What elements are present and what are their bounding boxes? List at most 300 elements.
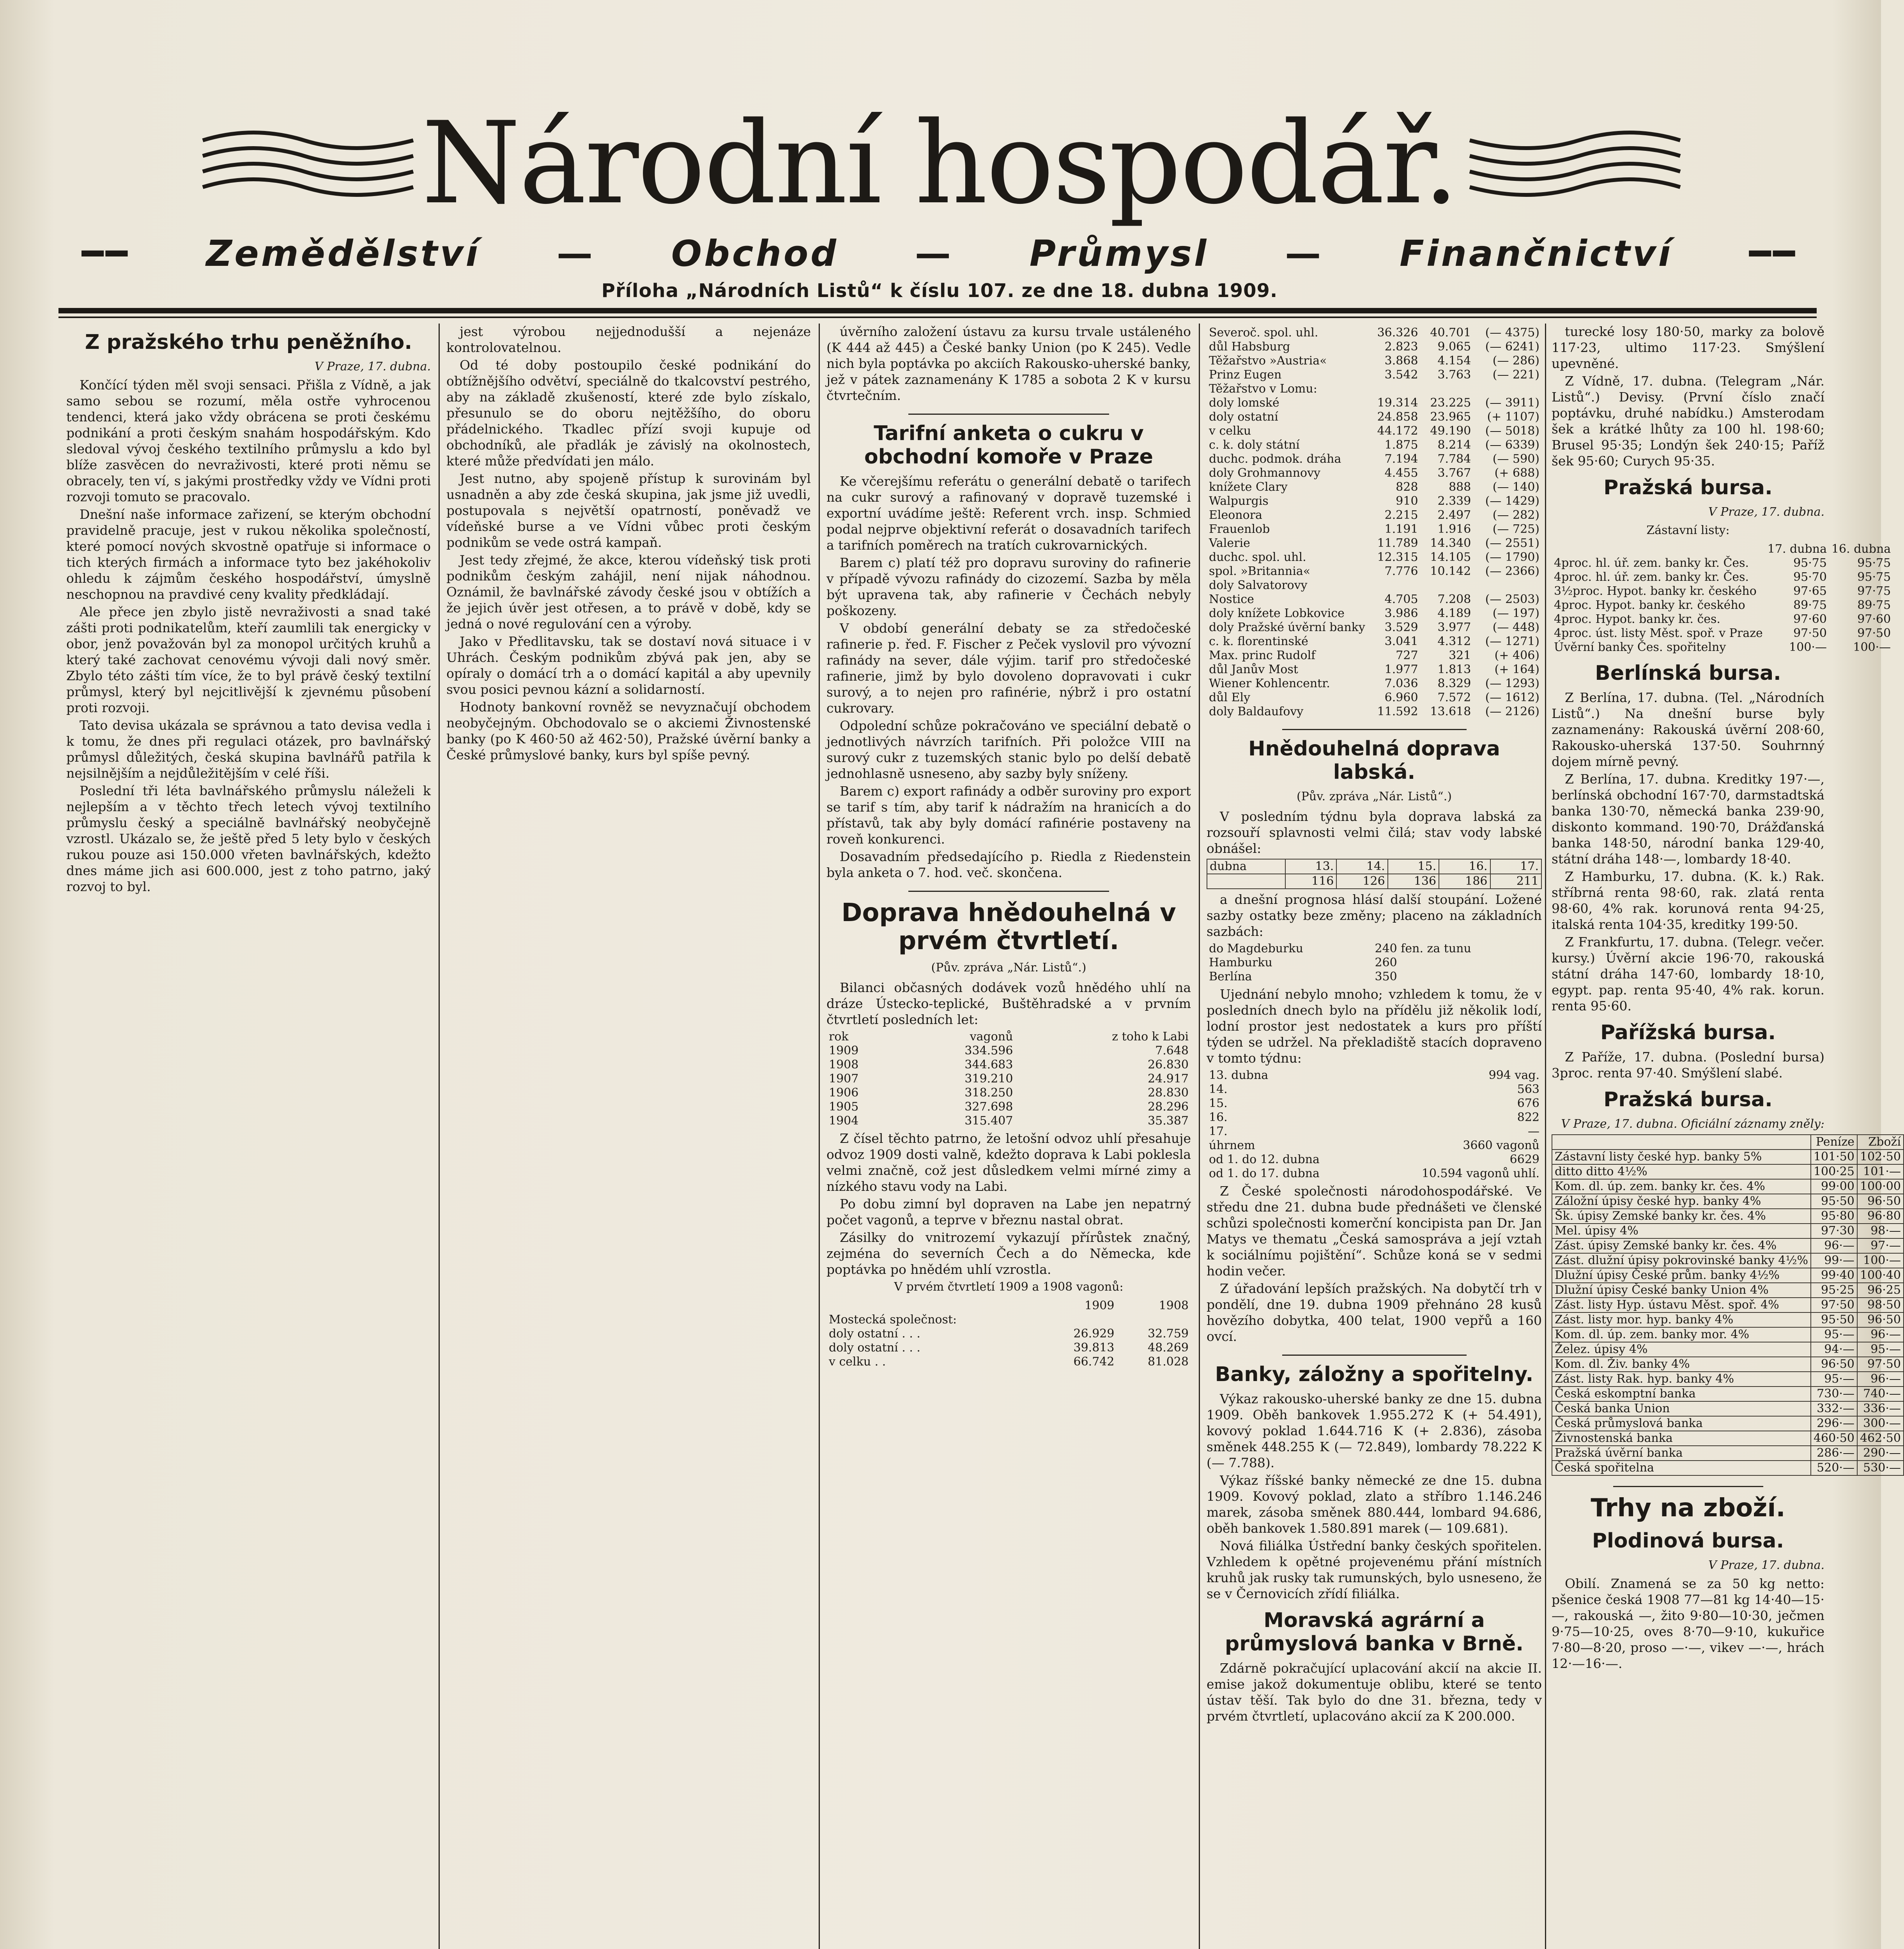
table-row — [1207, 326, 1542, 340]
row-label: Walpurgis — [1209, 494, 1269, 508]
paragraph: Bilanci občasných dodávek vozů hnědého uhlí na dráze Ústecko-teplické, Buštěhradské a v prvním čtvrtletí posledních let: — [826, 980, 1191, 1027]
table-row — [1552, 584, 1893, 598]
source-note: (Pův. zpráva „Nár. Listů“.) — [1297, 790, 1452, 803]
column-2 — [446, 324, 811, 1949]
table-row — [1207, 1139, 1542, 1153]
row-value: 98·50 — [1857, 1298, 1904, 1312]
row-value: 296·— — [1811, 1416, 1857, 1431]
table-row — [1207, 1167, 1542, 1181]
row-value: 3.986 — [1384, 607, 1418, 620]
row-value — [1421, 382, 1474, 396]
table-row — [1207, 677, 1542, 691]
row-label: Úvěrní banky Čes. spořitelny — [1554, 640, 1726, 654]
row-value: 95·50 — [1811, 1312, 1857, 1327]
paragraph: Jako v Předlitavsku, tak se dostaví nová situace i v Uhrách. Českým podnikům zbývá pak jen, aby se opíraly o domácí trh a o domácí kapitál a aby upevnily svou posici pevnou kázní a solidarností. — [446, 634, 811, 697]
article-heading: Hnědouhelná doprava labská. — [1248, 737, 1500, 784]
mortgage-rates-table — [1552, 542, 1893, 654]
table-row: Berlína 350 — [1209, 970, 1397, 983]
row-value: 1.191 — [1384, 522, 1418, 536]
row-label: úhrnem — [1209, 1139, 1255, 1152]
row-label: c. k. doly státní — [1209, 438, 1300, 452]
table-row: Mostecká společnost: — [829, 1313, 957, 1326]
paragraph: Výkaz rakousko-uherské banky ze dne 15. dubna 1909. Oběh bankovek 1.955.272 K (+ 54.491), kovový poklad 1.644.716 K (+ 2.836), zásoba směnek 448.255 K (— 72.849), lombardy 78.222 K (— 7.788). — [1207, 1391, 1542, 1470]
row-value: (— 1790) — [1485, 550, 1539, 564]
row-value: 99·40 — [1811, 1268, 1857, 1283]
table-row — [1207, 438, 1542, 452]
table-row: 1904 315.407 35.387 — [829, 1114, 1189, 1128]
table-row — [1207, 480, 1542, 494]
row-label: od 1. do 12. dubna — [1209, 1153, 1320, 1166]
row-label: Těžařstvo »Austria« — [1209, 354, 1327, 368]
paragraph: Z České společnosti národohospodářské. Ve středu dne 21. dubna bude přednášeti ve členské schůzi společnosti komerční koncipista pan Dr. Jan Matys ve thematu „Česká samospráva a její vztah k sociálnímu pojištění“. Schůze koná se v sedmi hodin večer. — [1207, 1183, 1542, 1279]
row-value: (— 448) — [1492, 621, 1539, 634]
article-heading: Plodinová bursa. — [1592, 1529, 1784, 1553]
row-value — [1368, 578, 1421, 592]
row-value: 100·— — [1789, 640, 1827, 654]
table-row — [1207, 354, 1542, 368]
paragraph: Ujednání nebylo mnoho; vzhledem k tomu, že v posledních dnech bylo na přídělu již několik lodí, lodní prostor jest nedostatek a kurs pro příští týden se udržel. Na překladiště stacích dopraveno v tomto týdnu: — [1207, 987, 1542, 1066]
row-value: (— 725) — [1492, 522, 1539, 536]
mostecka-table — [826, 1299, 1191, 1369]
paragraph: Jest nutno, aby spojeně přístup k surovinám byl usnadněn a aby zde česká skupina, jak jsme již uvedli, postupovala s největší opatrností, poněvadž ve vídeňské burse a ve Vídni vůbec proti českým podnikům se vede ostrá kampaň. — [446, 471, 811, 550]
table-row — [1552, 556, 1893, 570]
row-value: (— 6241) — [1485, 340, 1539, 354]
table-row — [1207, 635, 1542, 649]
row-value: 11.789 — [1377, 536, 1418, 550]
row-label: Eleonora — [1209, 508, 1262, 522]
table-row — [1207, 621, 1542, 635]
row-value: 24.858 — [1377, 410, 1418, 424]
row-label: Kom. dl. Živ. banky 4% — [1552, 1357, 1811, 1372]
row-label: Česká eskomptní banka — [1552, 1387, 1811, 1401]
row-label: v celku — [1209, 424, 1251, 438]
row-value: 3.763 — [1437, 368, 1471, 382]
row-label: důl Janův Most — [1209, 663, 1298, 676]
row-label: 15. — [1209, 1097, 1228, 1110]
table-row — [1552, 1253, 1904, 1268]
row-value: 3.977 — [1437, 621, 1471, 634]
row-value: (— 3911) — [1485, 396, 1539, 410]
row-value: 96·50 — [1857, 1194, 1904, 1209]
table-row — [1207, 368, 1542, 382]
article-heading: Z pražského trhu peněžního. — [85, 331, 412, 354]
table-row: 1909 334.596 7.648 — [829, 1044, 1189, 1058]
row-label: doly ostatní — [1209, 410, 1278, 424]
row-value: 49.190 — [1430, 424, 1471, 438]
table-row — [1207, 1068, 1542, 1082]
column-divider — [1199, 324, 1200, 1949]
row-label: Severoč. spol. uhl. — [1209, 326, 1318, 340]
source-note: (Pův. zpráva „Nár. Listů“.) — [931, 961, 1086, 974]
prague-quotes-table — [1552, 1134, 1904, 1476]
table-row — [1207, 1082, 1542, 1097]
paragraph: Od té doby postoupilo české podnikání do obtížnějšího odvětví, speciálně do tkalcovství pestrého, aby na základě zkušeností, které zde bylo získalo, přesunulo se do oboru nejtěžšího, do oboru přádelnického. Tkadlec přízí svoji kupuje od obchodníků, ale přadlák je závislý na okolnostech, které může předvídati jen málo. — [446, 357, 811, 469]
column-5 — [1552, 324, 1901, 1949]
row-value: 97·30 — [1811, 1224, 1857, 1238]
table-row — [1552, 1179, 1904, 1194]
article-heading: Tarifní anketa o cukru v obchodní komoře v Praze — [864, 422, 1153, 469]
row-value: 822 — [1517, 1111, 1539, 1124]
row-label: 4proc. hl. úř. zem. banky kr. Čes. — [1554, 570, 1749, 584]
table-row: doly ostatní . . . 26.929 32.759 — [829, 1327, 1189, 1341]
row-value: 100·25 — [1811, 1164, 1857, 1179]
row-label: 17. — [1209, 1125, 1228, 1138]
row-label: 3½proc. Hypot. banky kr. českého — [1554, 584, 1757, 598]
row-value: 2.497 — [1437, 508, 1471, 522]
row-value: (— 221) — [1492, 368, 1539, 382]
table-row — [1207, 592, 1542, 607]
row-value — [1421, 578, 1474, 592]
row-label: Mel. úpisy 4% — [1552, 1224, 1811, 1238]
row-value: 563 — [1517, 1082, 1539, 1096]
row-value: (— 140) — [1492, 480, 1539, 494]
row-value: 8.329 — [1437, 677, 1471, 690]
paragraph: Z čísel těchto patrno, že letošní odvoz uhlí přesahuje odvoz 1909 dosti valně, kdežto doprava k Labi poklesla velmi značně, což jest důsledkem velmi mírné zimy a nízkého stavu vody na Labi. — [826, 1131, 1191, 1194]
paragraph: Poslední tři léta bavlnářského průmyslu náleželi k nejlepším a v těchto třech letech vývoj textilního průmyslu český a speciálně bavlnářský neobyčejně vzrostl. Ukázalo se, že ještě před 5 lety bylo v českých rukou pouze asi 150.000 vřeten bavlnářských, kdežto dnes máme jich asi 600.000, jest z toho patrno, jaký rozvoj to byl. — [66, 783, 431, 894]
row-value: 286·— — [1811, 1446, 1857, 1461]
table-row — [1552, 598, 1893, 612]
table-row — [1207, 424, 1542, 438]
table-row — [1552, 1224, 1904, 1238]
row-value: (— 2551) — [1485, 536, 1539, 550]
row-label: 13. dubna — [1209, 1068, 1269, 1082]
row-value: 1.916 — [1437, 522, 1471, 536]
row-label: Frauenlob — [1209, 522, 1270, 536]
row-value: 95·— — [1811, 1372, 1857, 1387]
paragraph: V posledním týdnu byla doprava labská za rozsouří splavnosti velmi čilá; stav vody labské obnášel: — [1207, 809, 1542, 856]
table-row — [1207, 649, 1542, 663]
row-value: 96·— — [1857, 1372, 1904, 1387]
column-divider — [439, 324, 440, 1949]
row-label: 4proc. Hypot. banky kr. českého — [1554, 598, 1745, 612]
table-row — [1552, 1461, 1904, 1475]
row-value: 10.594 vagonů uhlí. — [1421, 1167, 1539, 1180]
row-label: duchc. spol. uhl. — [1209, 550, 1306, 564]
row-value: 12.315 — [1377, 550, 1418, 564]
table-row — [1207, 1125, 1542, 1139]
row-value: 6.960 — [1384, 691, 1418, 704]
row-value: 97·— — [1857, 1238, 1904, 1253]
row-value: 96·— — [1811, 1238, 1857, 1253]
table-row — [1552, 1238, 1904, 1253]
table-row — [1207, 466, 1542, 480]
row-value: 36.326 — [1377, 326, 1418, 340]
table-row — [1552, 1209, 1904, 1224]
row-value: 730·— — [1811, 1387, 1857, 1401]
row-value: (+ 1107) — [1487, 410, 1539, 424]
row-label: Těžařstvo v Lomu: — [1209, 382, 1317, 396]
table-row: do Magdeburku 240 fen. za tunu — [1209, 942, 1471, 955]
row-value: 3.041 — [1384, 635, 1418, 648]
table-row — [1552, 640, 1893, 654]
masthead-rule-thin — [58, 317, 1817, 318]
paragraph: Ke včerejšímu referátu o generální debatě o tarifech na cukr surový a rafinovaný v dopravě tuzemské i exportní uvádíme ještě: Referent vrch. insp. Schmied podal nejprve objektivní referát o dosavadních tarifech a tarifních poměrech na tratích cukrovarnických. — [826, 474, 1191, 553]
row-value: — — [1528, 1125, 1539, 1138]
dateline: V Praze, 17. dubna. — [1708, 505, 1824, 519]
water-level-table — [1207, 859, 1542, 889]
row-label: 4proc. Hypot. banky kr. čes. — [1554, 612, 1720, 626]
article-heading: Moravská agrární a průmyslová banka v Brně. — [1225, 1609, 1524, 1655]
paragraph: Obilí. Znamená se za 50 kg netto: pšenice česká 1908 77—81 kg 14·40—15·—, rakouská —, žito 9·80—10·30, ječmen 9·75—10·25, oves 8·70—9·10, kukuřice 7·80—8·20, proso —·—, vikev —·—, hrách 12·—16·—. — [1552, 1576, 1824, 1671]
table-row: v celku . . 66.742 81.028 — [829, 1355, 1189, 1369]
ornament-right-icon — [1466, 125, 1684, 203]
row-label: Dlužní úpisy České prům. banky 4½% — [1552, 1268, 1811, 1283]
table-row: 1907 319.210 24.917 — [829, 1072, 1189, 1086]
row-value: (— 2366) — [1485, 564, 1539, 578]
paragraph: Barem c) platí též pro dopravu suroviny do rafinerie v případě vývozu rafinády do cizozemí. Sazba by měla být upravena tak, aby rafinerie v Čechách nebyly poškozeny. — [826, 555, 1191, 618]
table-row — [1207, 508, 1542, 522]
table-row — [1552, 1446, 1904, 1461]
paragraph: a dnešní prognosa hlásí další stoupání. Ložené sazby ostatky beze změny; placeno na základních sazbách: — [1207, 892, 1542, 939]
row-value: (— 197) — [1492, 607, 1539, 620]
row-value: 460·50 — [1811, 1431, 1857, 1446]
table-caption: Zástavní listy: — [1646, 524, 1730, 537]
row-label: Valerie — [1209, 536, 1250, 550]
row-value: 13.618 — [1430, 705, 1471, 718]
row-value: 2.339 — [1437, 494, 1471, 508]
paragraph: Zdárně pokračující uplacování akcií na akcie II. emise jakož dokumentuje oblibu, které se tento ústav těší. Tak bylo do dne 31. března, tedy v prvém čtvrtletí, uplacováno akcií za K 200.000. — [1207, 1661, 1542, 1724]
table-row — [1207, 691, 1542, 705]
row-value: 94·— — [1811, 1342, 1857, 1357]
row-label: důl Ely — [1209, 691, 1251, 704]
row-value: 321 — [1449, 649, 1471, 662]
row-label: Nostice — [1209, 592, 1254, 606]
row-value: 7.208 — [1437, 592, 1471, 606]
separator — [1613, 1486, 1763, 1487]
row-value: 3.529 — [1384, 621, 1418, 634]
row-value: 10.142 — [1430, 564, 1471, 578]
row-label: Kom. dl. úp. zem. banky kr. čes. 4% — [1552, 1179, 1811, 1194]
freight-rates-table — [1207, 942, 1542, 984]
row-value: 102·50 — [1857, 1150, 1904, 1164]
article-heading: Doprava hnědouhelná v prvém čtvrtletí. — [841, 898, 1176, 955]
paragraph: Z Vídně, 17. dubna. (Telegram „Nár. Listů“.) Devisy. (První číslo značí poptávku, druhé nabídku.) Amsterodam šek a krátké lhůty za 100 hl. 198·60; Brusel 95·35; Londýn šek 240·15; Paříž šek 95·60; Curych 95·35. — [1552, 373, 1824, 469]
row-label: Zástavní listy české hyp. banky 5% — [1552, 1150, 1811, 1164]
table-row — [1552, 1387, 1904, 1401]
row-value: 4.705 — [1384, 592, 1418, 606]
row-value: 89·75 — [1857, 598, 1891, 612]
row-value: (— 2126) — [1485, 705, 1539, 718]
row-value: 3.868 — [1384, 354, 1418, 368]
paragraph: Dnešní naše informace zařizení, se kterým obchodní pravidelně pracuje, jest v rukou několika společností, které pomocí nových skvostně opatřuje si informace o tich kterých firmách a informace tyto bez jakéhokoliv ohledu k zájmům českého hospodářství, úmyslně neschopnou na pravdivé ceny kvality předkládají. — [66, 507, 431, 602]
row-value: (— 2503) — [1485, 592, 1539, 606]
column-divider — [1545, 324, 1546, 1949]
article-heading: Berlínská bursa. — [1595, 661, 1781, 685]
row-value: 96·50 — [1811, 1357, 1857, 1372]
row-value: 97·50 — [1857, 1357, 1904, 1372]
row-label: duchc. podmok. dráha — [1209, 452, 1341, 466]
row-value: 14.340 — [1430, 536, 1471, 550]
section-agriculture: Zemědělství — [206, 232, 481, 274]
row-label: doly lomské — [1209, 396, 1279, 410]
row-value: 100·— — [1857, 1253, 1904, 1268]
row-value: 3.542 — [1384, 368, 1418, 382]
row-value: 95·80 — [1811, 1209, 1857, 1224]
row-label: 14. — [1209, 1082, 1228, 1096]
row-value: 520·— — [1811, 1461, 1857, 1475]
table-row — [1207, 1153, 1542, 1167]
separator — [1282, 729, 1467, 730]
article-heading: Trhy na zboží. — [1591, 1494, 1785, 1523]
paragraph: Končící týden měl svoji sensaci. Přišla z Vídně, a jak samo sebou se rozumí, měla ostře vyhrocenou tendenci, která jako vždy obrácena se proti českému podnikání a proti českým snahám hospodářským. Kdo sledoval vývoj českého textilního průmyslu a kdo byl blíže zasvěcen do nevraživosti, které proti němu se obracely, ten ví, s jakými prostředky vždy ve Vídni proti rozvoji tomuto se pracovalo. — [66, 377, 431, 504]
row-value: 1.875 — [1384, 438, 1418, 452]
table-row — [1552, 1194, 1904, 1209]
table-row — [1552, 1342, 1904, 1357]
table-row: 1906 318.250 28.830 — [829, 1086, 1189, 1100]
masthead — [82, 97, 1797, 274]
row-value: 910 — [1396, 494, 1418, 508]
paragraph: V období generální debaty se za středočeské rafinerie p. řed. F. Fischer z Peček vyslovil pro vývozní rafinády na sever, dále výjim. tarif pro středočeské rafinerie, jimž by bylo dovoleno dopravovati i cukr surový, a to nejen pro rafinérie, nýbrž i pro ostatní cukrovary. — [826, 621, 1191, 716]
row-value: (— 5018) — [1485, 424, 1539, 438]
row-value: 2.823 — [1384, 340, 1418, 354]
separator — [908, 414, 1109, 415]
row-value: 96·— — [1857, 1327, 1904, 1342]
row-value: 99·— — [1811, 1253, 1857, 1268]
row-value: 4.455 — [1384, 466, 1418, 480]
row-label: Želez. úpisy 4% — [1552, 1342, 1811, 1357]
table-row — [1552, 1150, 1904, 1164]
table-row — [1207, 663, 1542, 677]
paragraph: Z Berlína, 17. dubna. Kreditky 197·—, berlínská obchodní 167·70, darmstadtská banka 130·70, německá banka 239·90, diskonto kommand. 190·70, Drážďanská banka 148·50, národní banka 129·40, státní dráha 148·—, lombardy 18·40. — [1552, 771, 1824, 867]
article-heading: Pražská bursa. — [1603, 1088, 1773, 1111]
table-row — [1207, 1097, 1542, 1111]
row-value: 3660 vagonů — [1463, 1139, 1539, 1152]
row-value: (— 6339) — [1485, 438, 1539, 452]
paragraph: Z Paříže, 17. dubna. (Poslední bursa) 3proc. renta 97·40. Smýšlení slabé. — [1552, 1049, 1824, 1081]
row-value: 97·65 — [1793, 584, 1827, 598]
row-value: 4.189 — [1437, 607, 1471, 620]
paragraph: Po dobu zimní byl dopraven na Labe jen nepatrný počet vagonů, a teprve v březnu nastal obrat. — [826, 1196, 1191, 1227]
table-row — [1207, 340, 1542, 354]
row-label: Zást. listy Rak. hyp. banky 4% — [1552, 1372, 1811, 1387]
table-row — [1552, 612, 1893, 626]
table-row — [1552, 1298, 1904, 1312]
row-value: 740·— — [1857, 1387, 1904, 1401]
table-row — [1552, 1283, 1904, 1298]
row-value: 2.215 — [1384, 508, 1418, 522]
section-industry: Průmysl — [1029, 232, 1209, 274]
row-value: 98·— — [1857, 1224, 1904, 1238]
table-row — [1207, 396, 1542, 410]
row-label: doly Baldaufovy — [1209, 705, 1304, 718]
table-caption: V prvém čtvrtletí 1909 a 1908 vagonů: — [894, 1280, 1124, 1294]
paragraph: úvěrního založení ústavu za kursu trvale ustáleného (K 444 až 445) a České banky Union (po K 245). Vedle nich byla poptávka po akciích Rakousko-uherské banky, jež v pátek zaznamenány K 1785 a sobota 2 K v kursu čtvrtečním. — [826, 324, 1191, 403]
row-label: Záložní úpisy české hyp. banky 4% — [1552, 1194, 1811, 1209]
section-bar: ━━ Zemědělství — Obchod — Průmysl — Finančnictví ━━ — [82, 232, 1797, 274]
row-value: 95·75 — [1857, 556, 1891, 570]
row-label: Zást. listy mor. hyp. banky 4% — [1552, 1312, 1811, 1327]
table-header: dubna 13. 14. 15. 16. 17. — [1207, 859, 1541, 874]
row-value: 99·00 — [1811, 1179, 1857, 1194]
paragraph: Z Frankfurtu, 17. dubna. (Telegr. večer. kursy.) Úvěrní akcie 196·70, rakouská státní dráha 147·60, lombardy 18·10, egypt. pap. renta 95·40, 4% rak. korun. renta 95·60. — [1552, 934, 1824, 1013]
table-row — [1207, 1111, 1542, 1125]
coal-mines-table — [1207, 326, 1542, 719]
row-value: (+ 688) — [1494, 466, 1539, 480]
table-row — [1552, 1357, 1904, 1372]
table-row: doly ostatní . . . 39.813 48.269 — [829, 1341, 1189, 1355]
row-value: (— 1271) — [1485, 635, 1539, 648]
row-value: 95·25 — [1811, 1283, 1857, 1298]
paragraph: Nová filiálka Ústřední banky českých spořitelen. Vzhledem k opětné projevenému přání místních kruhů jak rusky tak rumunských, bylo usneseno, že se v Černovicích zřídí filiálka. — [1207, 1538, 1542, 1601]
row-value: 332·— — [1811, 1401, 1857, 1416]
table-row — [1552, 1372, 1904, 1387]
paragraph: Z Berlína, 17. dubna. (Tel. „Národních Listů“.) Na dnešní burse byly zaznamenány: Rakouská úvěrní 208·60, Rakousko-uherská 137·50. Souhrnný dojem mírně pevný. — [1552, 690, 1824, 769]
row-value: 97·75 — [1857, 584, 1891, 598]
row-value: 95·50 — [1811, 1194, 1857, 1209]
paragraph: Tato devisa ukázala se správnou a tato devisa vedla i k tomu, že dnes při regulaci otázek, pro bavlnářský průmysl důležitých, česká skupina bavlnářů patřila k nejsilnějším a nejdůležitějším v celé říši. — [66, 718, 431, 781]
dateline: V Praze, 17. dubna. — [1708, 1558, 1824, 1572]
paragraph: Z úřadování lepších pražských. Na dobytčí trh v pondělí, dne 19. dubna 1909 přehnáno 28 kusů hovězího dobytka, 400 telat, 1900 vepřů a 160 ovcí. — [1207, 1281, 1542, 1344]
article-heading: Pražská bursa. — [1603, 476, 1773, 499]
table-header: rok vagonů z toho k Labi — [829, 1030, 1189, 1043]
table-row — [1207, 410, 1542, 424]
table-row — [1552, 1327, 1904, 1342]
column-3 — [826, 324, 1191, 1949]
table-row — [1552, 570, 1893, 584]
row-value: 95·— — [1857, 1342, 1904, 1357]
row-label: Prinz Eugen — [1209, 368, 1282, 382]
paragraph: Hodnoty bankovní rovněž se nevyznačují obchodem neobyčejným. Obchodovalo se o akciemi Živnostenské banky (po K 460·50 až 462·50), Pražské úvěrní banky a České průmyslové banky, kurs byl spíše pevný. — [446, 699, 811, 762]
table-row: Hamburku 260 — [1209, 956, 1397, 969]
row-value: (+ 164) — [1494, 663, 1539, 676]
row-label: Zást. úpisy Zemské banky kr. čes. 4% — [1552, 1238, 1811, 1253]
separator — [908, 891, 1109, 892]
dateline: V Praze, 17. dubna. — [315, 360, 431, 373]
row-value: 9.065 — [1437, 340, 1471, 354]
column-4 — [1207, 324, 1542, 1949]
row-value: 1.977 — [1384, 663, 1418, 676]
row-label: doly Grohmannovy — [1209, 466, 1320, 480]
row-label: Zást. dlužní úpisy pokrovinské banky 4½% — [1552, 1253, 1811, 1268]
wagons-table — [1207, 1068, 1542, 1181]
row-label: Kom. dl. úp. zem. banky mor. 4% — [1552, 1327, 1811, 1342]
row-value: 888 — [1449, 480, 1471, 494]
row-value — [1368, 382, 1421, 396]
row-value: 8.214 — [1437, 438, 1471, 452]
row-value: 95·75 — [1793, 556, 1827, 570]
paragraph: Odpolední schůze pokračováno ve speciální debatě o jednotlivých návrzích tarifních. Při položce VIII na surový cukr z tuzemských stanic bylo po delší debatě jednohlasně usneseno, aby sazby byly sníženy. — [826, 718, 1191, 781]
article-heading: Banky, záložny a spořitelny. — [1215, 1363, 1534, 1386]
table-header: Peníze Zboží — [1552, 1135, 1904, 1150]
row-value: (— 282) — [1492, 508, 1539, 522]
row-label: Max. princ Rudolf — [1209, 649, 1316, 662]
table-row — [1207, 494, 1542, 508]
row-value: 530·— — [1857, 1461, 1904, 1475]
table-row — [1552, 1312, 1904, 1327]
row-value: 97·50 — [1811, 1298, 1857, 1312]
row-value: 97·60 — [1857, 612, 1891, 626]
row-value: 336·— — [1857, 1401, 1904, 1416]
table-row: 1908 344.683 26.830 — [829, 1058, 1189, 1072]
row-value: 100·00 — [1857, 1179, 1904, 1194]
dateline: V Praze, 17. dubna. Oficiální záznamy zněly: — [1561, 1117, 1824, 1131]
row-value: 7.194 — [1384, 452, 1418, 466]
section-trade: Obchod — [671, 232, 839, 274]
table-row: 116 126 136 186 211 — [1207, 874, 1541, 889]
row-value: 7.036 — [1384, 677, 1418, 690]
row-value — [1473, 382, 1542, 396]
paragraph: Ale přece jen zbylo jistě nevraživosti a snad také zášti proti podnikatelům, kteří zaumlili tak energicky v obor, jenž považován byl za monopol určitých kruhů a který také zachovat cenovému vývoji dali nový směr. Zbylo této zášti tím více, že to byl právě český textilní průmysl, který byl nejcitlivější k zjevnému působení proti rozvoji. — [66, 604, 431, 715]
row-value: 4.312 — [1437, 635, 1471, 648]
row-value: 14.105 — [1430, 550, 1471, 564]
row-value: 97·60 — [1793, 612, 1827, 626]
table-row — [1207, 536, 1542, 550]
row-value: 40.701 — [1430, 326, 1471, 340]
row-label: Wiener Kohlencentr. — [1209, 677, 1330, 690]
row-label: Šk. úpisy Zemské banky kr. čes. 4% — [1552, 1209, 1811, 1224]
row-value: 7.572 — [1437, 691, 1471, 704]
row-value: 100·40 — [1857, 1268, 1904, 1283]
